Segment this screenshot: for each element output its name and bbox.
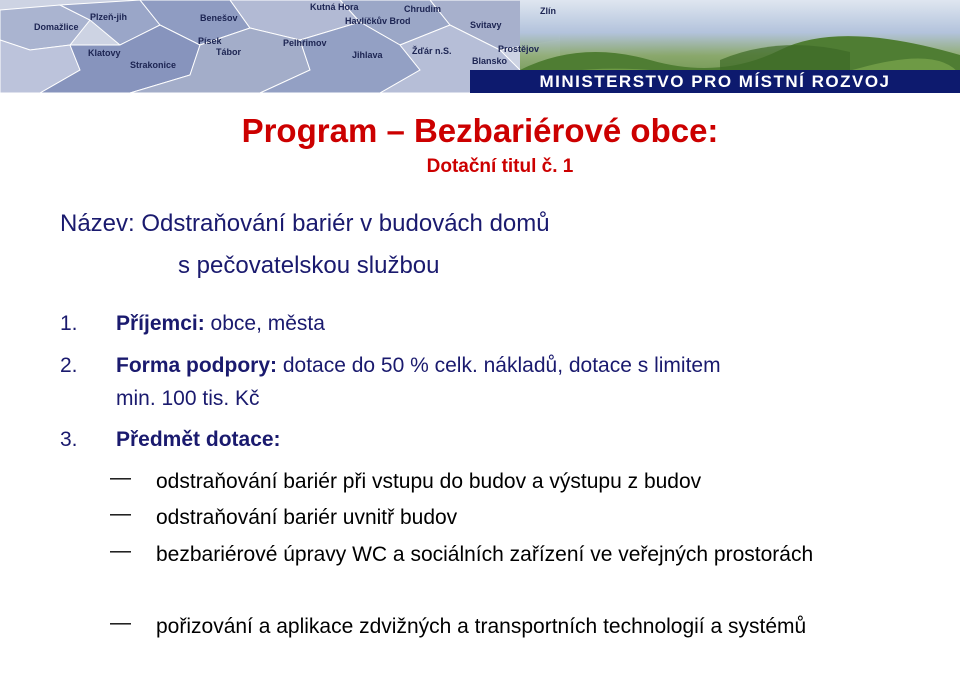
map-town-label: Svitavy — [470, 20, 502, 30]
map-town-label: Blansko — [472, 56, 508, 66]
list-item-text: bezbariérové úpravy WC a sociálních zařízení ve veřejných prostorách — [156, 543, 814, 566]
item-number: 1. — [60, 312, 78, 335]
map-town-label: Jihlava — [352, 50, 383, 60]
map-town-label: Žďár n.S. — [412, 46, 452, 56]
map-town-label: Chrudim — [404, 4, 441, 14]
map-town-label: Benešov — [200, 13, 238, 23]
item-label: Předmět dotace: — [116, 428, 281, 451]
item-number: 2. — [60, 354, 78, 377]
ministry-banner — [470, 70, 960, 93]
item-value-continuation: min. 100 tis. Kč — [116, 387, 260, 410]
map-town-label: Písek — [198, 36, 222, 46]
map-town-label: Havlíčkův Brod — [345, 16, 411, 26]
dash-bullet: — — [110, 466, 131, 489]
item-label: Forma podpory: — [116, 354, 277, 377]
item-value: obce, města — [204, 312, 325, 335]
item-number: 3. — [60, 428, 78, 451]
item-label: Příjemci: — [116, 312, 205, 335]
map-town-label: Prostějov — [498, 44, 540, 54]
map-town-label: Strakonice — [130, 60, 177, 70]
item-value: dotace do 50 % celk. nákladů, dotace s limitem — [277, 354, 721, 377]
map-town-label: Zlín — [540, 6, 556, 16]
program-name-line1: Název: Odstraňování bariér v budovách domů — [60, 210, 550, 237]
list-item-text: pořizování a aplikace zdvižných a transportních technologií a systémů — [156, 615, 807, 638]
page-subtitle: Dotační titul č. 1 — [426, 156, 574, 177]
program-name-line2: s pečovatelskou službou — [178, 252, 440, 279]
map-town-label: Kutná Hora — [310, 2, 359, 12]
item-recipients — [60, 312, 325, 336]
dash-bullet: — — [110, 539, 131, 562]
dash-bullet: — — [110, 502, 131, 525]
ministry-name: MINISTERSTVO PRO MÍSTNÍ ROZVOJ — [539, 71, 891, 91]
dash-bullet: — — [110, 611, 131, 634]
list-item-text: odstraňování bariér při vstupu do budov a výstupu z budov — [156, 470, 702, 493]
list-item-text: odstraňování bariér uvnitř budov — [156, 506, 458, 529]
page-title: Program – Bezbariérové obce: — [241, 112, 719, 149]
map-town-label: Klatovy — [88, 48, 121, 58]
item-support-form — [60, 354, 721, 378]
map-town-label: Tábor — [216, 47, 242, 57]
map-town-label: Pelhřimov — [283, 38, 327, 48]
item-subject — [60, 428, 281, 452]
map-town-label: Plzeň-jih — [90, 12, 128, 22]
map-town-label: Domažlice — [34, 22, 79, 32]
header-banner — [0, 0, 960, 93]
